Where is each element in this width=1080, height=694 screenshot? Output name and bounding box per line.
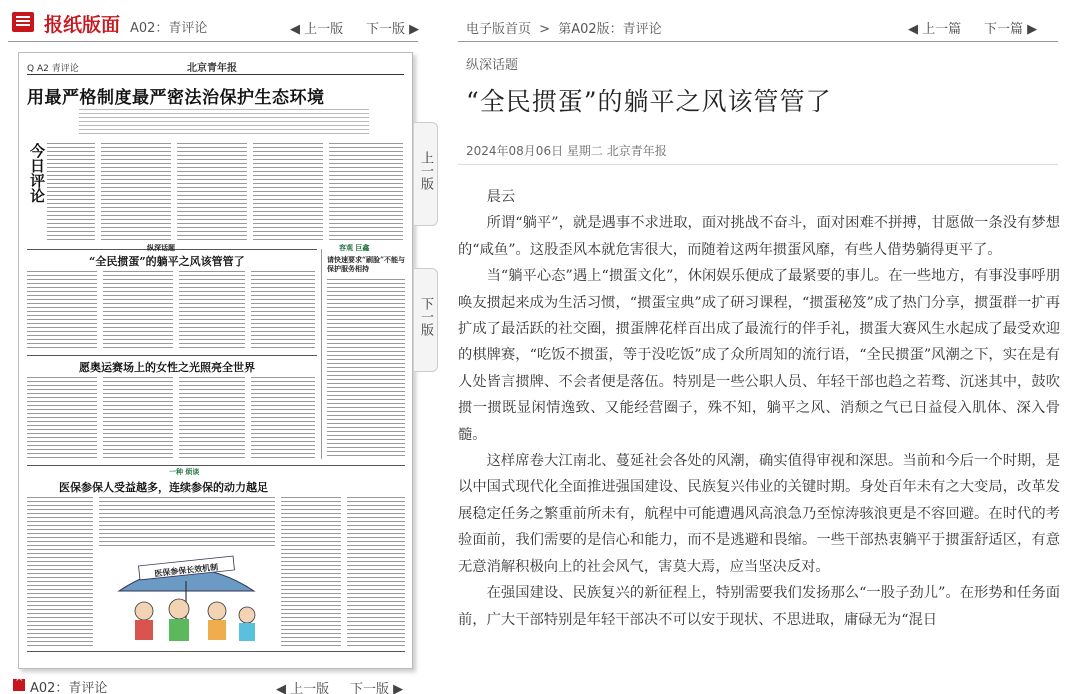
paper-article-headline[interactable]: 愿奥运赛场上的女性之光照亮全世界 — [79, 361, 255, 374]
paper-column — [177, 143, 247, 243]
paper-rule — [27, 355, 317, 356]
paper-column — [281, 497, 341, 647]
article-paragraph: 所谓“躺平”，就是遇事不求进取，面对挑战不奋斗，面对困难不拼搏，甘愿做一条没有梦想的“咸鱼”。这股歪风本就危害很大，而随着这两年掼蛋风靡，有些人借势躺得更平了。 — [458, 215, 1060, 258]
left-divider — [8, 41, 418, 42]
newspaper-icon — [12, 12, 34, 32]
left-header — [0, 0, 440, 42]
prev-edition-tab[interactable] — [414, 122, 438, 226]
paper-side-headline[interactable]: 请快速要求“刷脸”不能与保护服务相持 — [327, 255, 406, 273]
insurance-cartoon-illustration — [99, 551, 274, 641]
paper-column — [27, 497, 93, 647]
breadcrumb-separator: > — [539, 22, 551, 37]
breadcrumb-home-link[interactable]: 电子版首页 — [466, 22, 532, 37]
right-divider — [458, 41, 1058, 42]
breadcrumb-current: 第A02版：青评论 — [558, 22, 662, 37]
paper-side-kicker: 容观 巨鑫 — [339, 243, 370, 252]
edition-up-icon — [13, 679, 25, 691]
paper-section-label: Q A2 青评论 — [27, 64, 79, 74]
paper-kicker: 纵深话题 — [147, 243, 175, 252]
prev-edition-tab-label: 上一版 — [418, 151, 433, 190]
paper-article-headline[interactable]: 医保参保人受益越多，连续参保的动力越足 — [59, 481, 268, 494]
article-paragraph: 在强国建设、民族复兴的新征程上，特别需要我们发扬那么“一股子劲儿”。在形势和任务面前，广大干部特别是年轻干部决不可以安于现状、不思进取，庸碌无为“混日 — [458, 585, 1060, 628]
paper-kicker: 一种 烦谈 — [169, 467, 200, 476]
paper-column — [327, 279, 405, 457]
next-edition-tab[interactable] — [414, 268, 438, 372]
prev-article-link[interactable]: ◀ 上一篇 — [908, 22, 962, 37]
article-title: “全民掼蛋”的躺平之风该管管了 — [466, 87, 832, 116]
paper-footer-rule — [27, 651, 405, 652]
paper-header — [27, 61, 404, 75]
article-author: 晨云 — [486, 189, 516, 205]
article-body — [458, 184, 1060, 633]
bottom-edition-label: A02：青评论 — [30, 681, 108, 694]
article-meta: 2024年08月06日 星期二 北京青年报 — [466, 144, 667, 158]
article-column-tag: 纵深话题 — [466, 58, 519, 73]
meta-divider — [458, 164, 1058, 165]
article-paragraph: 当“躺平心态”遇上“掼蛋文化”，休闲娱乐便成了最紧要的事儿。在一些地方，有事没事呼朋唤友掼起来成为生活习惯，“掼蛋宝典”成了研习课程，“掼蛋秘笈”成了热门分享，掼蛋群一扩再扩成了最活跃的社交圈，掼蛋牌花样百出成了最流行的伴手礼，掼蛋大赛风生水起成了最受欢迎的棋牌赛，“吃饭不掼蛋，等于没吃饭”成了众所周知的流行语，“全民掼蛋”风潮之下，实在是有人处皆言掼牌、不会者便是落伍。特别是一些公职人员、年轻干部也趋之若骛、沉迷其中，鼓吹掼一掼既显闲情逸致、又能经营圈子，殊不知，躺平之风、消颓之气已日益侵入肌体、深入骨髓。 — [458, 268, 1060, 443]
next-article-link[interactable]: 下一篇 ▶ — [984, 22, 1038, 37]
paper-column — [179, 377, 245, 459]
paper-main-headline[interactable]: 用最严格制度最严密法治保护生态环境 — [27, 88, 325, 108]
paper-column — [99, 497, 275, 547]
paper-column — [329, 143, 403, 243]
paper-column — [27, 271, 97, 351]
prev-edition-link[interactable]: ◀ 上一版 — [290, 22, 344, 37]
paper-column — [251, 271, 315, 351]
paper-rule — [27, 465, 405, 466]
paper-vrule — [321, 249, 322, 459]
paper-column — [103, 377, 173, 459]
paper-article-headline[interactable]: “全民掼蛋”的躺平之风该管管了 — [89, 255, 245, 268]
paper-column — [253, 143, 323, 243]
paper-column — [347, 497, 405, 647]
paper-column — [101, 143, 171, 243]
next-edition-tab-label: 下一版 — [418, 297, 433, 336]
newspaper-page-thumbnail[interactable] — [18, 52, 413, 669]
paper-column — [179, 271, 245, 351]
edition-label: A02：青评论 — [130, 21, 208, 36]
paper-column — [103, 271, 173, 351]
paper-masthead: 北京青年报 — [187, 63, 237, 74]
article-paragraph: 这样席卷大江南北、蔓延社会各处的风潮，确实值得审视和深思。当前和今后一个时期，是以中国式现代化全面推进强国建设、民族复兴伟业的关键时期。身处百年未有之大变局，改革发展稳定任务之繁重前所未有，航程中可能遭遇风高浪急乃至惊涛骇浪更是不容回避。在时代的考验面前，我们需要的是信心和能力，而不是逃避和畏缩。一些干部热衷躺平于掼蛋舒适区，有意无意消解积极向上的社会风气，害莫大焉，应当坚决反对。 — [458, 453, 1060, 575]
paper-column — [47, 143, 95, 243]
paper-vertical-title: 今日评论 — [28, 143, 46, 203]
paper-column — [251, 377, 315, 459]
paper-column — [27, 377, 97, 459]
next-edition-link[interactable]: 下一版 ▶ — [366, 22, 420, 37]
cartoon-caption: 医保参保长效机制 — [153, 562, 219, 579]
bottom-next-edition-link[interactable]: 下一版 ▶ — [350, 682, 404, 694]
section-logo-text: 报纸版面 — [44, 14, 121, 36]
breadcrumb — [466, 18, 662, 37]
bottom-prev-edition-link[interactable]: ◀ 上一版 — [276, 682, 330, 694]
paper-lead-text — [79, 109, 369, 135]
